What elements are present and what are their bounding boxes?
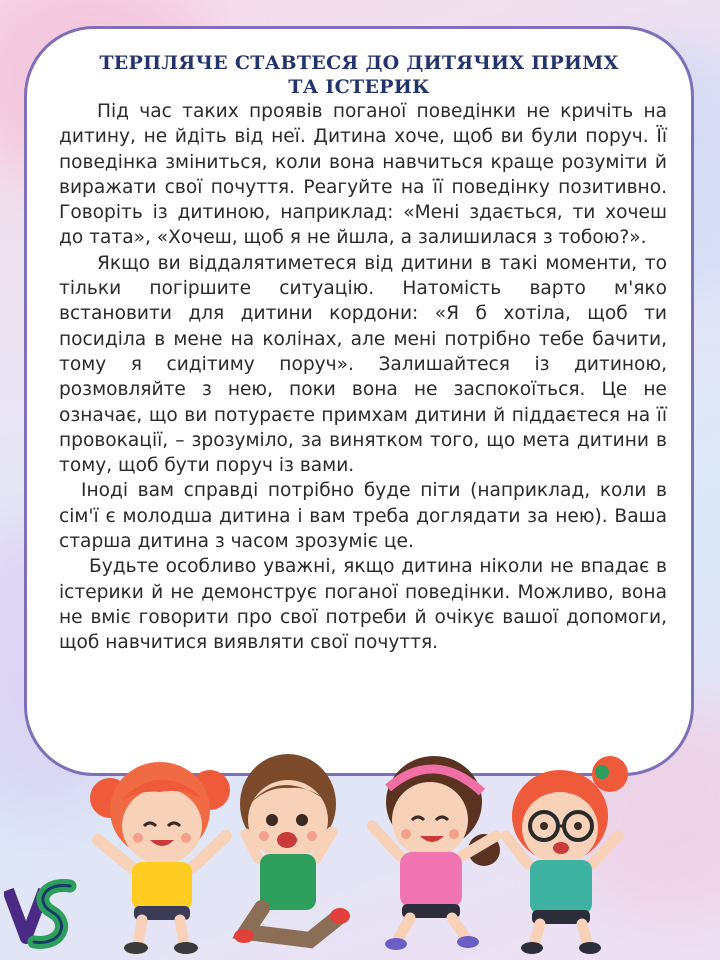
article-body bbox=[59, 99, 667, 656]
title-line-2: ТА ІСТЕРИК bbox=[288, 76, 430, 98]
child-1 bbox=[90, 762, 230, 954]
title-line-1: ТЕРПЛЯЧЕ СТАВТЕСЯ ДО ДИТЯЧИХ ПРИМХ bbox=[99, 52, 619, 74]
child-2 bbox=[234, 754, 350, 943]
cheering-children-illustration bbox=[70, 740, 690, 955]
paragraph-2: Якщо ви віддалятиметеся від дитини в такі моменти, то тільки погіршите ситуацію. Натомість варто м'яко встановити для дитини кордони: «Я б хотіла, щоб ти посиділа в мене на колінах, але мені потрібно тебе бачити, тому я сидітиму поруч». Залишайтеся із дитиною, розмовляйте з нею, поки вона не заспокоїться. Це не означає, що ви потураєте примхам дитини й піддаєтеся на її провокації, – зрозуміло, за винятком того, що мета дитини в тому, щоб бути поруч із вами. bbox=[59, 252, 667, 477]
paragraph-3: Іноді вам справді потрібно буде піти (наприклад, коли в сім'ї є молодша дитина і вам треба доглядати за нею). Ваша старша дитина з часом зрозуміє це. bbox=[59, 480, 667, 553]
page-title bbox=[27, 51, 691, 99]
child-3 bbox=[372, 756, 500, 950]
paragraph-4: Будьте особливо уважні, якщо дитина ніколи не впадає в істерики й не демонструє поганої поведінки. Можливо, вона не вміє говорити про свої потреби й очікує вашої допомоги, щоб навчитися виявляти свої почуття. bbox=[59, 556, 667, 654]
paragraph-1: Під час таких проявів поганої поведінки не кричіть на дитину, не йдіть від неї. Дитина хоче, щоб ви були поруч. Її поведінка зміниться, коли вона навчиться краще розуміти й виражати свої почуття. Реагуйте на її поведінку позитивно. Говоріть із дитиною, наприклад: «Мені здається, ти хочеш до тата», «Хочеш, щоб я не йшла, а залишилася з тобою?». bbox=[59, 101, 667, 249]
vs-logo-icon bbox=[4, 872, 84, 952]
content-card bbox=[24, 26, 694, 776]
child-4 bbox=[506, 756, 628, 954]
